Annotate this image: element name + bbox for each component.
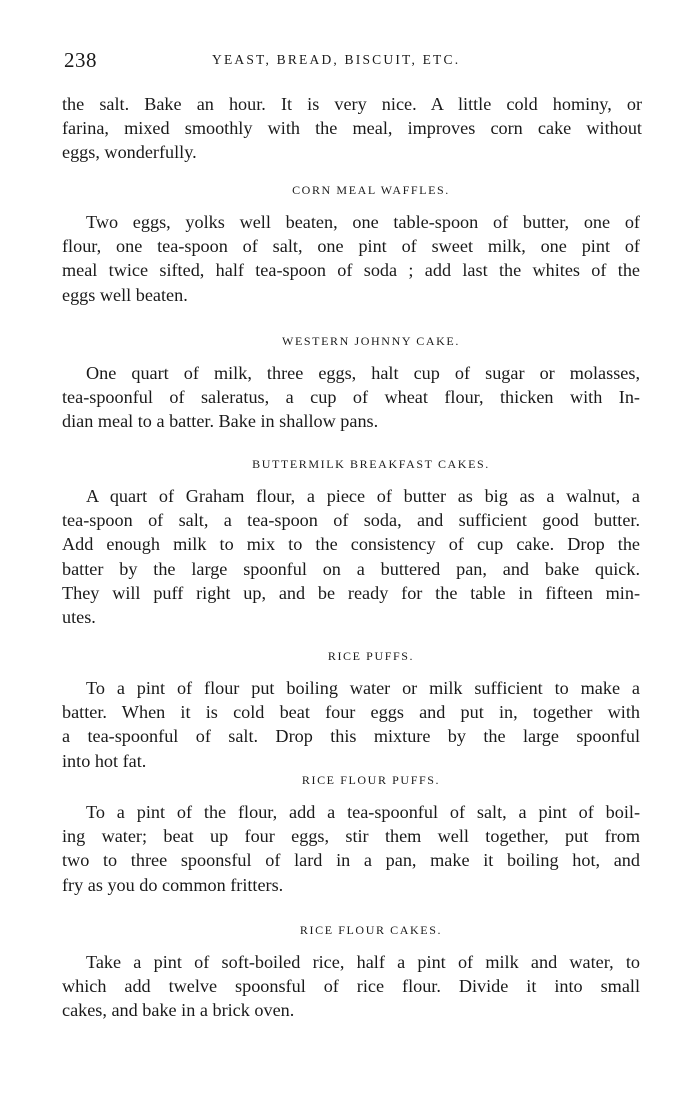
text-line: To a pint of flour put boiling water or milk sufficient to make a (86, 678, 640, 698)
text-line: dian meal to a batter. Bake in shallow pans. (62, 411, 379, 432)
recipe-corn-meal-waffles (62, 180, 640, 307)
text-line: a tea-spoonful of salt. Drop this mixture by the large spoonful (62, 726, 640, 747)
text-line: cakes, and bake in a brick oven. (62, 1000, 295, 1021)
text-line: Add enough milk to mix to the consistency of cup cake. Drop the (62, 534, 640, 555)
text-line: fry as you do common fritters. (62, 874, 284, 895)
recipe-title: CORN MEAL WAFFLES. (292, 183, 450, 197)
text-line: One quart of milk, three eggs, halt cup of sugar or molasses, (86, 363, 640, 383)
page-header (62, 48, 642, 78)
recipe-title: WESTERN JOHNNY CAKE. (282, 334, 460, 348)
recipe-rice-flour-puffs (62, 770, 640, 897)
text-line: A quart of Graham flour, a piece of butter as big as a walnut, a (86, 486, 640, 506)
text-line: which add twelve spoonsful of rice flour. Divide it into small (62, 976, 640, 997)
recipe-title: BUTTERMILK BREAKFAST CAKES. (252, 457, 490, 471)
recipe-title: RICE FLOUR PUFFS. (301, 773, 441, 787)
text-line: To a pint of the flour, add a tea-spoonful of salt, a pint of boil- (86, 802, 640, 822)
page-number: 238 (64, 48, 97, 72)
text-line: Two eggs, yolks well beaten, one table-spoon of butter, one of (86, 212, 640, 232)
recipe-western-johnny-cake (62, 331, 640, 434)
text-line: meal twice sifted, half tea-spoon of soda ; add last the whites of the (62, 260, 640, 281)
text-line: flour, one tea-spoon of salt, one pint of sweet milk, one pint of (62, 236, 640, 257)
recipe-rice-puffs (62, 646, 640, 773)
recipe-title: RICE FLOUR CAKES. (299, 923, 443, 937)
text-line: ing water; beat up four eggs, stir them well together, put from (62, 826, 640, 847)
text-line: the salt. Bake an hour. It is very nice. A little cold hominy, or (62, 94, 642, 114)
text-line: utes. (62, 607, 96, 628)
text-line: eggs, wonderfully. (62, 142, 197, 163)
text-line: into hot fat. (62, 750, 147, 771)
recipe-buttermilk-breakfast-cakes (62, 454, 640, 629)
text-line: two to three spoonsful of lard in a pan, make it boiling hot, and (62, 850, 640, 871)
text-line: batter by the large spoonful on a buttered pan, and bake quick. (62, 558, 640, 579)
text-line: Take a pint of soft-boiled rice, half a pint of milk and water, to (86, 952, 640, 972)
text-line: farina, mixed smoothly with the meal, improves corn cake without (62, 118, 642, 139)
text-line: They will puff right up, and be ready for the table in fifteen min- (62, 582, 640, 603)
recipe-rice-flour-cakes (62, 920, 640, 1023)
book-page (62, 48, 642, 1021)
text-line: tea-spoon of salt, a tea-spoon of soda, and sufficient good butter. (62, 510, 640, 531)
text-line: batter. When it is cold beat four eggs and put in, together with (62, 702, 640, 723)
continued-paragraph (62, 92, 642, 165)
text-line: tea-spoonful of saleratus, a cup of wheat flour, thicken with In- (62, 387, 640, 408)
recipe-title: RICE PUFFS. (327, 649, 415, 663)
running-head: YEAST, BREAD, BISCUIT, ETC. (212, 52, 461, 67)
text-line: eggs well beaten. (62, 284, 188, 305)
